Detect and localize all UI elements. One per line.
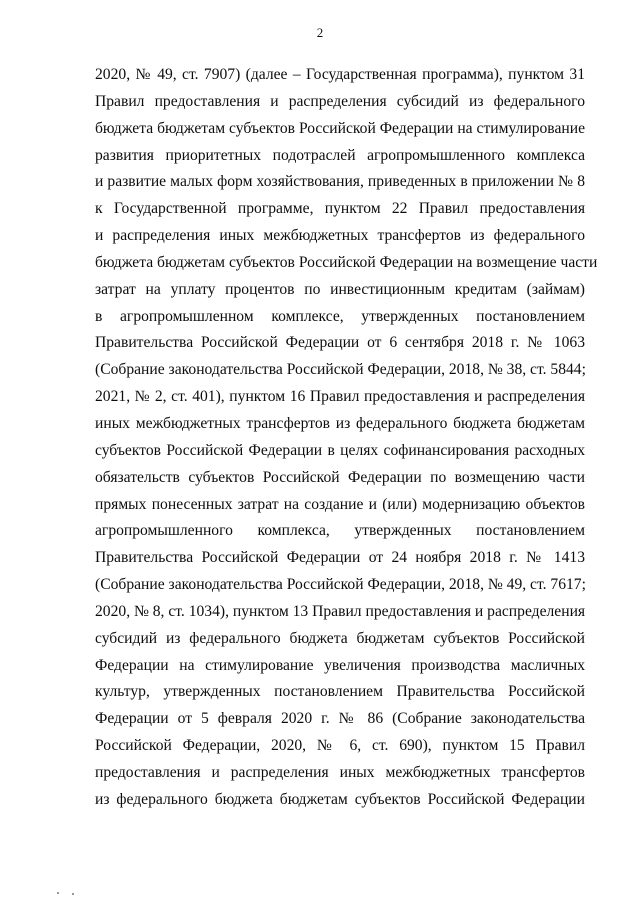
- text-line: развития приоритетных подотраслей агропромышленного комплекса: [95, 146, 585, 164]
- scan-speck: [72, 893, 74, 895]
- text-line: Правил предоставления и распределения субсидий из федерального: [95, 92, 585, 110]
- text-line: затрат на уплату процентов по инвестиционным кредитам (займам): [95, 280, 585, 298]
- text-line: Правительства Российской Федерации от 6 сентября 2018 г. № 1063: [95, 334, 585, 352]
- text-line: бюджета бюджетам субъектов Российской Федерации на стимулирование: [95, 119, 585, 137]
- text-line: Федерации от 5 февраля 2020 г. № 86 (Собрание законодательства: [95, 710, 585, 728]
- text-line: предоставления и распределения иных межбюджетных трансфертов: [95, 763, 585, 781]
- text-line: Федерации на стимулирование увеличения производства масличных: [95, 656, 585, 674]
- scan-speck: [57, 892, 59, 894]
- text-line: прямых понесенных затрат на создание и (или) модернизацию объектов: [95, 495, 585, 513]
- text-line: 2020, № 8, ст. 1034), пунктом 13 Правил предоставления и распределения: [95, 602, 586, 620]
- text-line: бюджета бюджетам субъектов Российской Федерации на возмещение части: [95, 253, 598, 271]
- text-line: и развитие малых форм хозяйствования, приведенных в приложении № 8: [95, 173, 585, 191]
- page-number: 2: [316, 25, 324, 40]
- text-line: 2021, № 2, ст. 401), пунктом 16 Правил предоставления и распределения: [95, 388, 585, 406]
- text-line: Российской Федерации, 2020, № 6, ст. 690), пунктом 15 Правил: [95, 737, 585, 755]
- text-line: 2020, № 49, ст. 7907) (далее – Государственная программа), пунктом 31: [95, 66, 585, 83]
- text-line: иных межбюджетных трансфертов из федерального бюджета бюджетам: [95, 414, 585, 432]
- text-line: агропромышленного комплекса, утвержденных постановлением: [95, 522, 585, 540]
- text-line: (Собрание законодательства Российской Федерации, 2018, № 49, ст. 7617;: [95, 576, 586, 594]
- body-text: [95, 62, 598, 814]
- text-line: субсидий из федерального бюджета бюджетам субъектов Российской: [95, 629, 585, 647]
- text-line: обязательств субъектов Российской Федерации по возмещению части: [95, 468, 585, 486]
- text-line: (Собрание законодательства Российской Федерации, 2018, № 38, ст. 5844;: [95, 361, 586, 379]
- text-line: из федерального бюджета бюджетам субъектов Российской Федерации: [95, 790, 585, 808]
- text-line: культур, утвержденных постановлением Правительства Российской: [95, 683, 585, 701]
- text-line: и распределения иных межбюджетных трансфертов из федерального: [95, 227, 585, 245]
- text-line: субъектов Российской Федерации в целях софинансирования расходных: [95, 441, 585, 459]
- text-line: к Государственной программе, пунктом 22 Правил предоставления: [95, 200, 585, 218]
- text-line: в агропромышленном комплексе, утвержденных постановлением: [95, 307, 585, 325]
- text-line: Правительства Российской Федерации от 24 ноября 2018 г. № 1413: [95, 549, 585, 567]
